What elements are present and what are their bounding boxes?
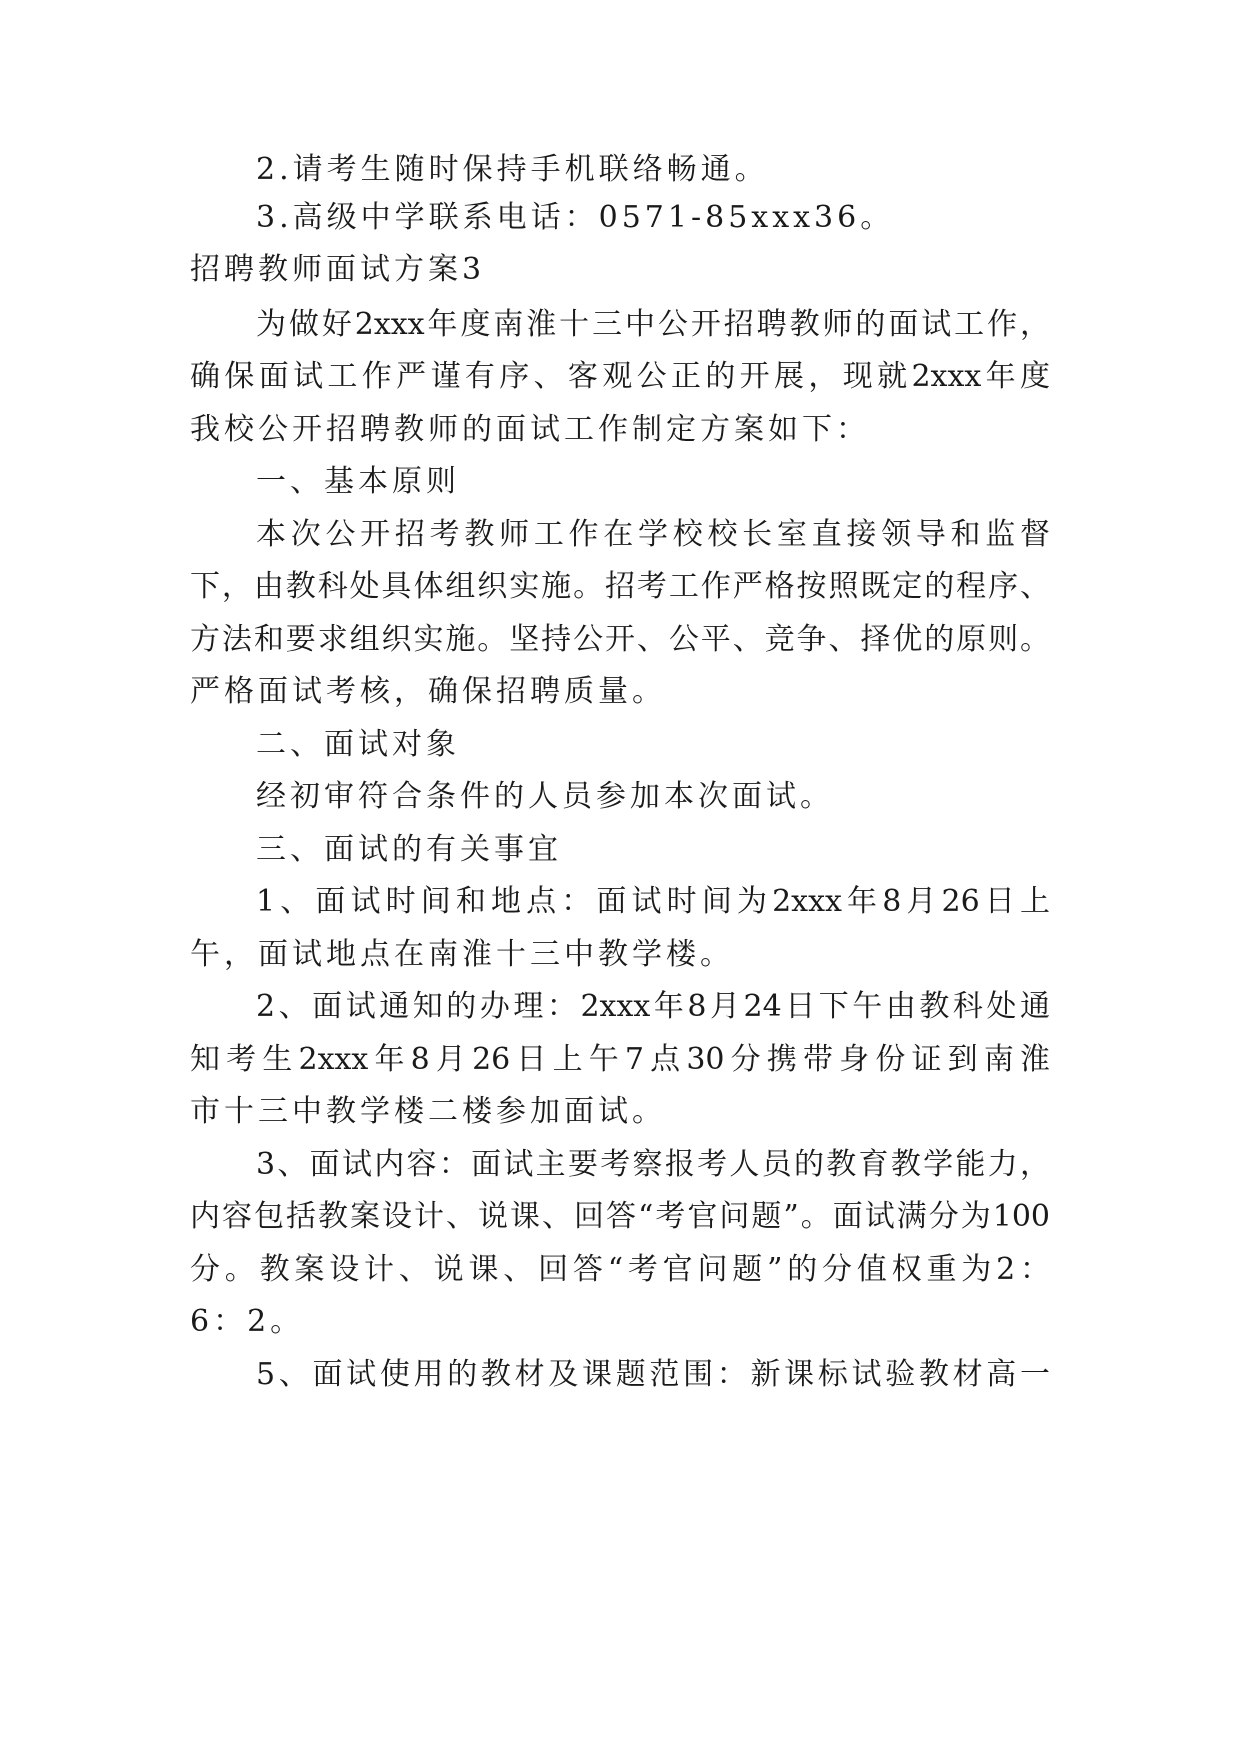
item-3-line-2: 内容包括教案设计、说课、回答“考官问题”。面试满分为100	[190, 1199, 1050, 1234]
item-1-line-2: 午，面试地点在南淮十三中教学楼。	[190, 937, 734, 972]
item-3-line-4: 6：2。	[190, 1304, 305, 1339]
targets-paragraph: 经初审符合条件的人员参加本次面试。	[256, 779, 834, 814]
intro-paragraph-line-1: 为做好2xxx年度南淮十三中公开招聘教师的面试工作，	[256, 307, 1050, 342]
heading-interview-targets: 二、面试对象	[256, 727, 460, 762]
item-2-line-3: 市十三中教学楼二楼参加面试。	[190, 1094, 666, 1129]
notice-item-3-phone: 3.高级中学联系电话：0571-85xxx36。	[256, 200, 895, 235]
principles-paragraph-line-1: 本次公开招考教师工作在学校校长室直接领导和监督	[256, 517, 1050, 552]
item-3-line-3: 分。教案设计、说课、回答“考官问题”的分值权重为2：	[190, 1252, 1050, 1287]
item-2-line-1: 2、面试通知的办理：2xxx年8月24日下午由教科处通	[256, 989, 1050, 1024]
document-page	[190, 0, 1060, 1754]
item-5-line-1: 5、面试使用的教材及课题范围：新课标试验教材高一	[256, 1357, 1050, 1392]
intro-paragraph-line-3: 我校公开招聘教师的面试工作制定方案如下：	[190, 412, 870, 447]
principles-paragraph-line-2: 下，由教科处具体组织实施。招考工作严格按照既定的程序、	[190, 569, 1050, 604]
item-1-line-1: 1、面试时间和地点：面试时间为2xxx年8月26日上	[256, 884, 1050, 919]
intro-paragraph-line-2: 确保面试工作严谨有序、客观公正的开展，现就2xxx年度	[190, 359, 1050, 394]
notice-item-2: 2.请考生随时保持手机联络畅通。	[256, 152, 769, 187]
heading-basic-principles: 一、基本原则	[256, 464, 460, 499]
principles-paragraph-line-4: 严格面试考核，确保招聘质量。	[190, 674, 666, 709]
item-3-line-1: 3、面试内容：面试主要考察报考人员的教育教学能力，	[256, 1147, 1050, 1182]
heading-interview-matters: 三、面试的有关事宜	[256, 832, 562, 867]
section-title: 招聘教师面试方案3	[190, 252, 486, 287]
principles-paragraph-line-3: 方法和要求组织实施。坚持公开、公平、竞争、择优的原则。	[190, 622, 1050, 657]
item-2-line-2: 知考生2xxx年8月26日上午7点30分携带身份证到南淮	[190, 1042, 1050, 1077]
